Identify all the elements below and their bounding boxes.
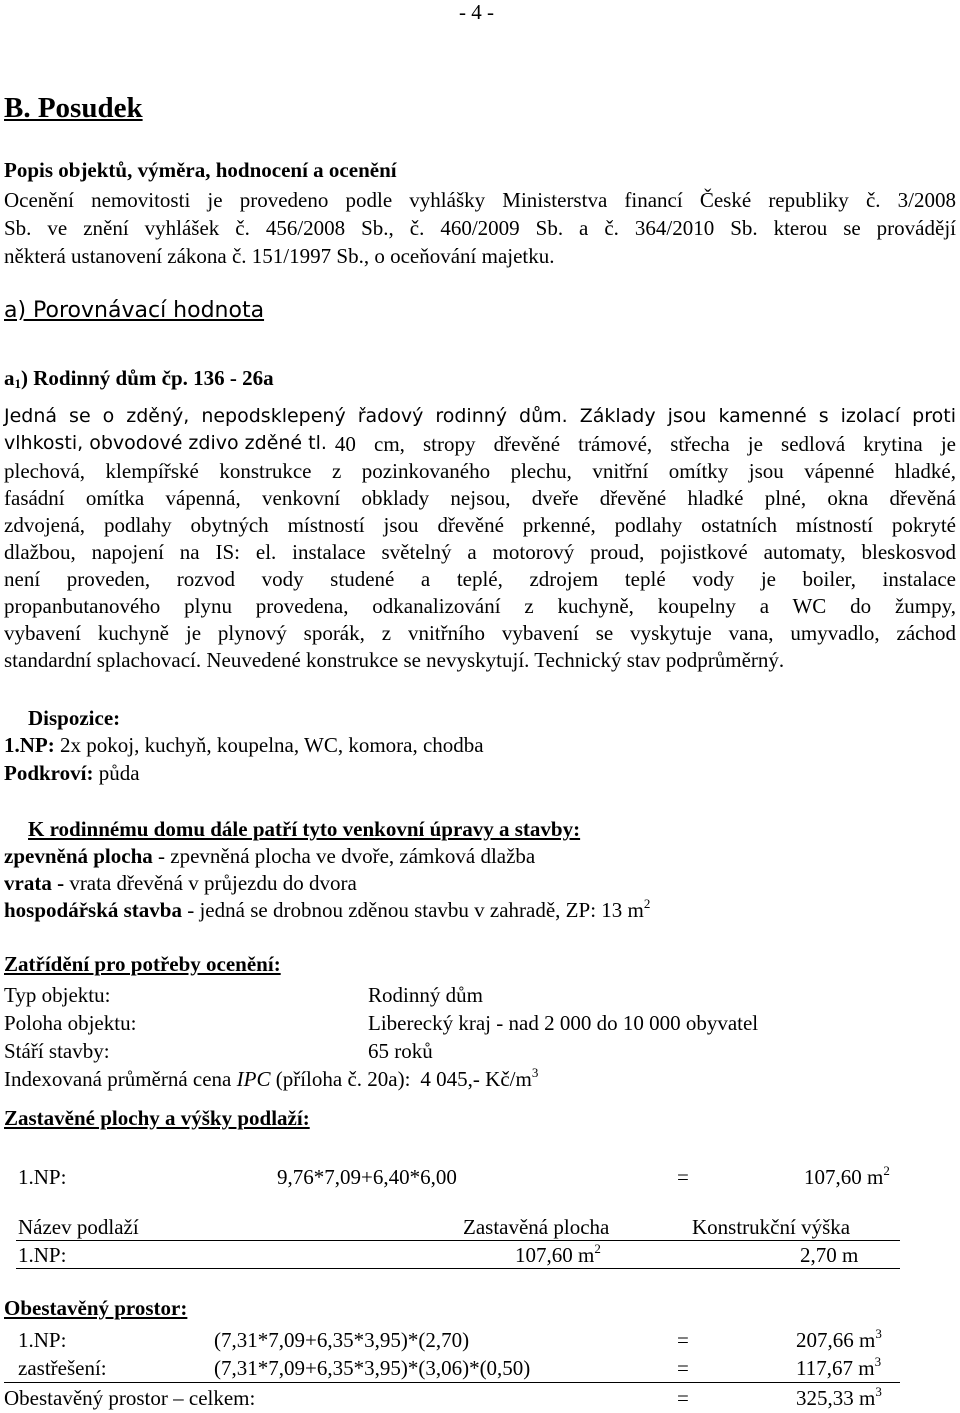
heading-porovnavaci-hodnota: a) Porovnávací hodnota [4, 298, 265, 323]
description-line: propanbutanového plynu provedena, odkanalizování z kuchyně, koupelny a WC do žumpy, [4, 594, 956, 618]
zastavene-calc-label: 1.NP: [18, 1165, 67, 1189]
zatrideni-heading: Zatřídění pro potřeby ocenění: [4, 952, 281, 976]
zatrideni-value: Rodinný dům [368, 983, 483, 1007]
obestaveny-heading: Obestavěný prostor: [4, 1296, 188, 1320]
zatrideni-label: Poloha objektu: [4, 1011, 137, 1035]
obestaveny-label: zastřešení: [18, 1356, 107, 1380]
total-rule [4, 1382, 900, 1383]
table-header-rule [16, 1240, 900, 1241]
upravy-item-label: vrata - [4, 871, 65, 895]
heading-a1-prefix: a [4, 366, 15, 390]
dispozice-heading: Dispozice: [28, 706, 121, 730]
table-row-name: 1.NP: [18, 1243, 67, 1267]
description-sans-part: vlhkosti, obvodové zdivo zděné tl. [4, 432, 327, 454]
upravy-item [4, 844, 535, 869]
table-row-height: 2,70 m [800, 1243, 859, 1267]
ipc-value: 4 045,- Kč/m [420, 1067, 532, 1091]
description-line: fasádní omítka vápenná, venkovní obklady nejsou, dveře dřevěné hladké plné, okna dřevěná [4, 486, 956, 510]
section-title: B. Posudek [4, 92, 143, 124]
zastavene-calc-sup: 2 [883, 1163, 890, 1178]
obestaveny-total-label: Obestavěný prostor – celkem: [4, 1386, 256, 1410]
table-bottom-rule [16, 1268, 900, 1269]
subsection-title: Popis objektů, výměra, hodnocení a ocenění [4, 158, 397, 182]
upravy-item-text: - zpevněná plocha ve dvoře, zámková dlažba [152, 844, 536, 868]
ipc-label-pre: Indexovaná průměrná cena [4, 1067, 237, 1091]
upravy-item [4, 871, 357, 896]
dispozice-podkrovi-value: půda [93, 761, 140, 785]
ipc-line [4, 1067, 538, 1092]
obestaveny-total-eq: = [677, 1386, 689, 1410]
obestaveny-value [796, 1328, 882, 1353]
description-line: dlažbou, napojení na IS: el. instalace světelný a motorový proud, pojistkové automaty, bleskosvod [4, 540, 956, 564]
obestaveny-value-sup: 3 [874, 1354, 882, 1369]
upravy-item-label: zpevněná plocha [4, 844, 153, 868]
description-sans-line: Jedná se o zděný, nepodsklepený řadový rodinný dům. Základy jsou kamenné s izolací proti [4, 405, 956, 427]
obestaveny-total-sup: 3 [875, 1384, 882, 1399]
table-row-area-text: 107,60 m [515, 1243, 595, 1267]
upravy-item-text: vrata dřevěná v průjezdu do dvora [64, 871, 357, 895]
obestaveny-value-text: 207,66 m [796, 1328, 876, 1352]
obestaveny-eq: = [677, 1328, 689, 1352]
heading-a1-sub: 1 [14, 376, 21, 391]
zatrideni-label: Stáří stavby: [4, 1039, 110, 1063]
obestaveny-label: 1.NP: [18, 1328, 67, 1352]
upravy-item-text: - jedná se drobnou zděnou stavbu v zahradě, ZP: 13 m [181, 898, 644, 922]
description-line: zdvojená, podlahy obytných místností jsou dřevěné prkenné, podlahy ostatních místností pokryté [4, 513, 956, 537]
dispozice-podkrovi [4, 761, 140, 786]
upravy-item-label: hospodářská stavba [4, 898, 182, 922]
description-line: není proveden, rozvod vody studené a teplé, zdrojem teplé vody je boiler, instalace [4, 567, 956, 591]
description-serif-part: 40 cm, stropy dřevěné trámové, střecha je sedlová krytina je [334, 432, 956, 456]
table-row-area-sup: 2 [594, 1241, 601, 1256]
table-header-name: Název podlaží [18, 1215, 139, 1239]
zatrideni-value: Liberecký kraj - nad 2 000 do 10 000 obyvatel [368, 1011, 759, 1035]
obestaveny-total-value [796, 1386, 882, 1411]
upravy-item-sup: 2 [643, 896, 651, 911]
ipc-sup: 3 [531, 1065, 539, 1080]
heading-rodinny-dum [4, 366, 274, 391]
upravy-heading: K rodinnému domu dále patří tyto venkovní úpravy a stavby: [28, 817, 581, 841]
obestaveny-value-text: 117,67 m [796, 1356, 875, 1380]
obestaveny-value [796, 1356, 881, 1381]
zastavene-calc-value-text: 107,60 m [804, 1165, 884, 1189]
page-number: - 4 - [459, 0, 494, 24]
obestaveny-formula: (7,31*7,09+6,35*3,95)*(2,70) [214, 1328, 470, 1352]
ipc-label-italic: IPC [236, 1067, 271, 1091]
zastavene-calc-formula: 9,76*7,09+6,40*6,00 [277, 1165, 457, 1189]
heading-a1-rest: ) Rodinný dům čp. 136 - 26a [21, 366, 274, 390]
zastavene-heading: Zastavěné plochy a výšky podlaží: [4, 1106, 310, 1130]
zastavene-calc-eq: = [677, 1165, 689, 1189]
intro-line: některá ustanovení zákona č. 151/1997 Sb., o oceňování majetku. [4, 244, 555, 268]
description-line: standardní splachovací. Neuvedené konstrukce se nevyskytují. Technický stav podprůměrný. [4, 648, 785, 672]
intro-line: Sb. ve znění vyhlášek č. 456/2008 Sb., č. 460/2009 Sb. a č. 364/2010 Sb. kterou se provádějí [4, 216, 956, 240]
description-line: plechová, klempířské konstrukce z pozinkovaného plechu, vnitřní omítky jsou vápenné hladké, [4, 459, 956, 483]
obestaveny-formula: (7,31*7,09+6,35*3,95)*(3,06)*(0,50) [214, 1356, 531, 1380]
zastavene-calc-value [804, 1165, 890, 1190]
obestaveny-total-value-text: 325,33 m [796, 1386, 876, 1410]
dispozice-np-value: 2x pokoj, kuchyň, koupelna, WC, komora, chodba [54, 733, 484, 757]
obestaveny-eq: = [677, 1356, 689, 1380]
upravy-item [4, 898, 650, 923]
description-mixed-line [4, 432, 956, 457]
dispozice-np-label: 1.NP: [4, 733, 55, 757]
description-line: vybavení kuchyně je plynový sporák, z vnitřního vybavení se vyskytuje vana, umyvadlo, záchod [4, 621, 956, 645]
obestaveny-value-sup: 3 [875, 1326, 882, 1341]
zatrideni-label: Typ objektu: [4, 983, 111, 1007]
intro-line: Ocenění nemovitosti je provedeno podle vyhlášky Ministerstva financí České republiky č. 3/2008 [4, 188, 956, 212]
zatrideni-value: 65 roků [368, 1039, 433, 1063]
table-row-area [515, 1243, 601, 1268]
ipc-label-post: (příloha č. 20a): [270, 1067, 411, 1091]
table-header-height: Konstrukční výška [692, 1215, 851, 1239]
dispozice-np [4, 733, 484, 758]
table-header-area: Zastavěná plocha [463, 1215, 610, 1239]
dispozice-podkrovi-label: Podkroví: [4, 761, 94, 785]
